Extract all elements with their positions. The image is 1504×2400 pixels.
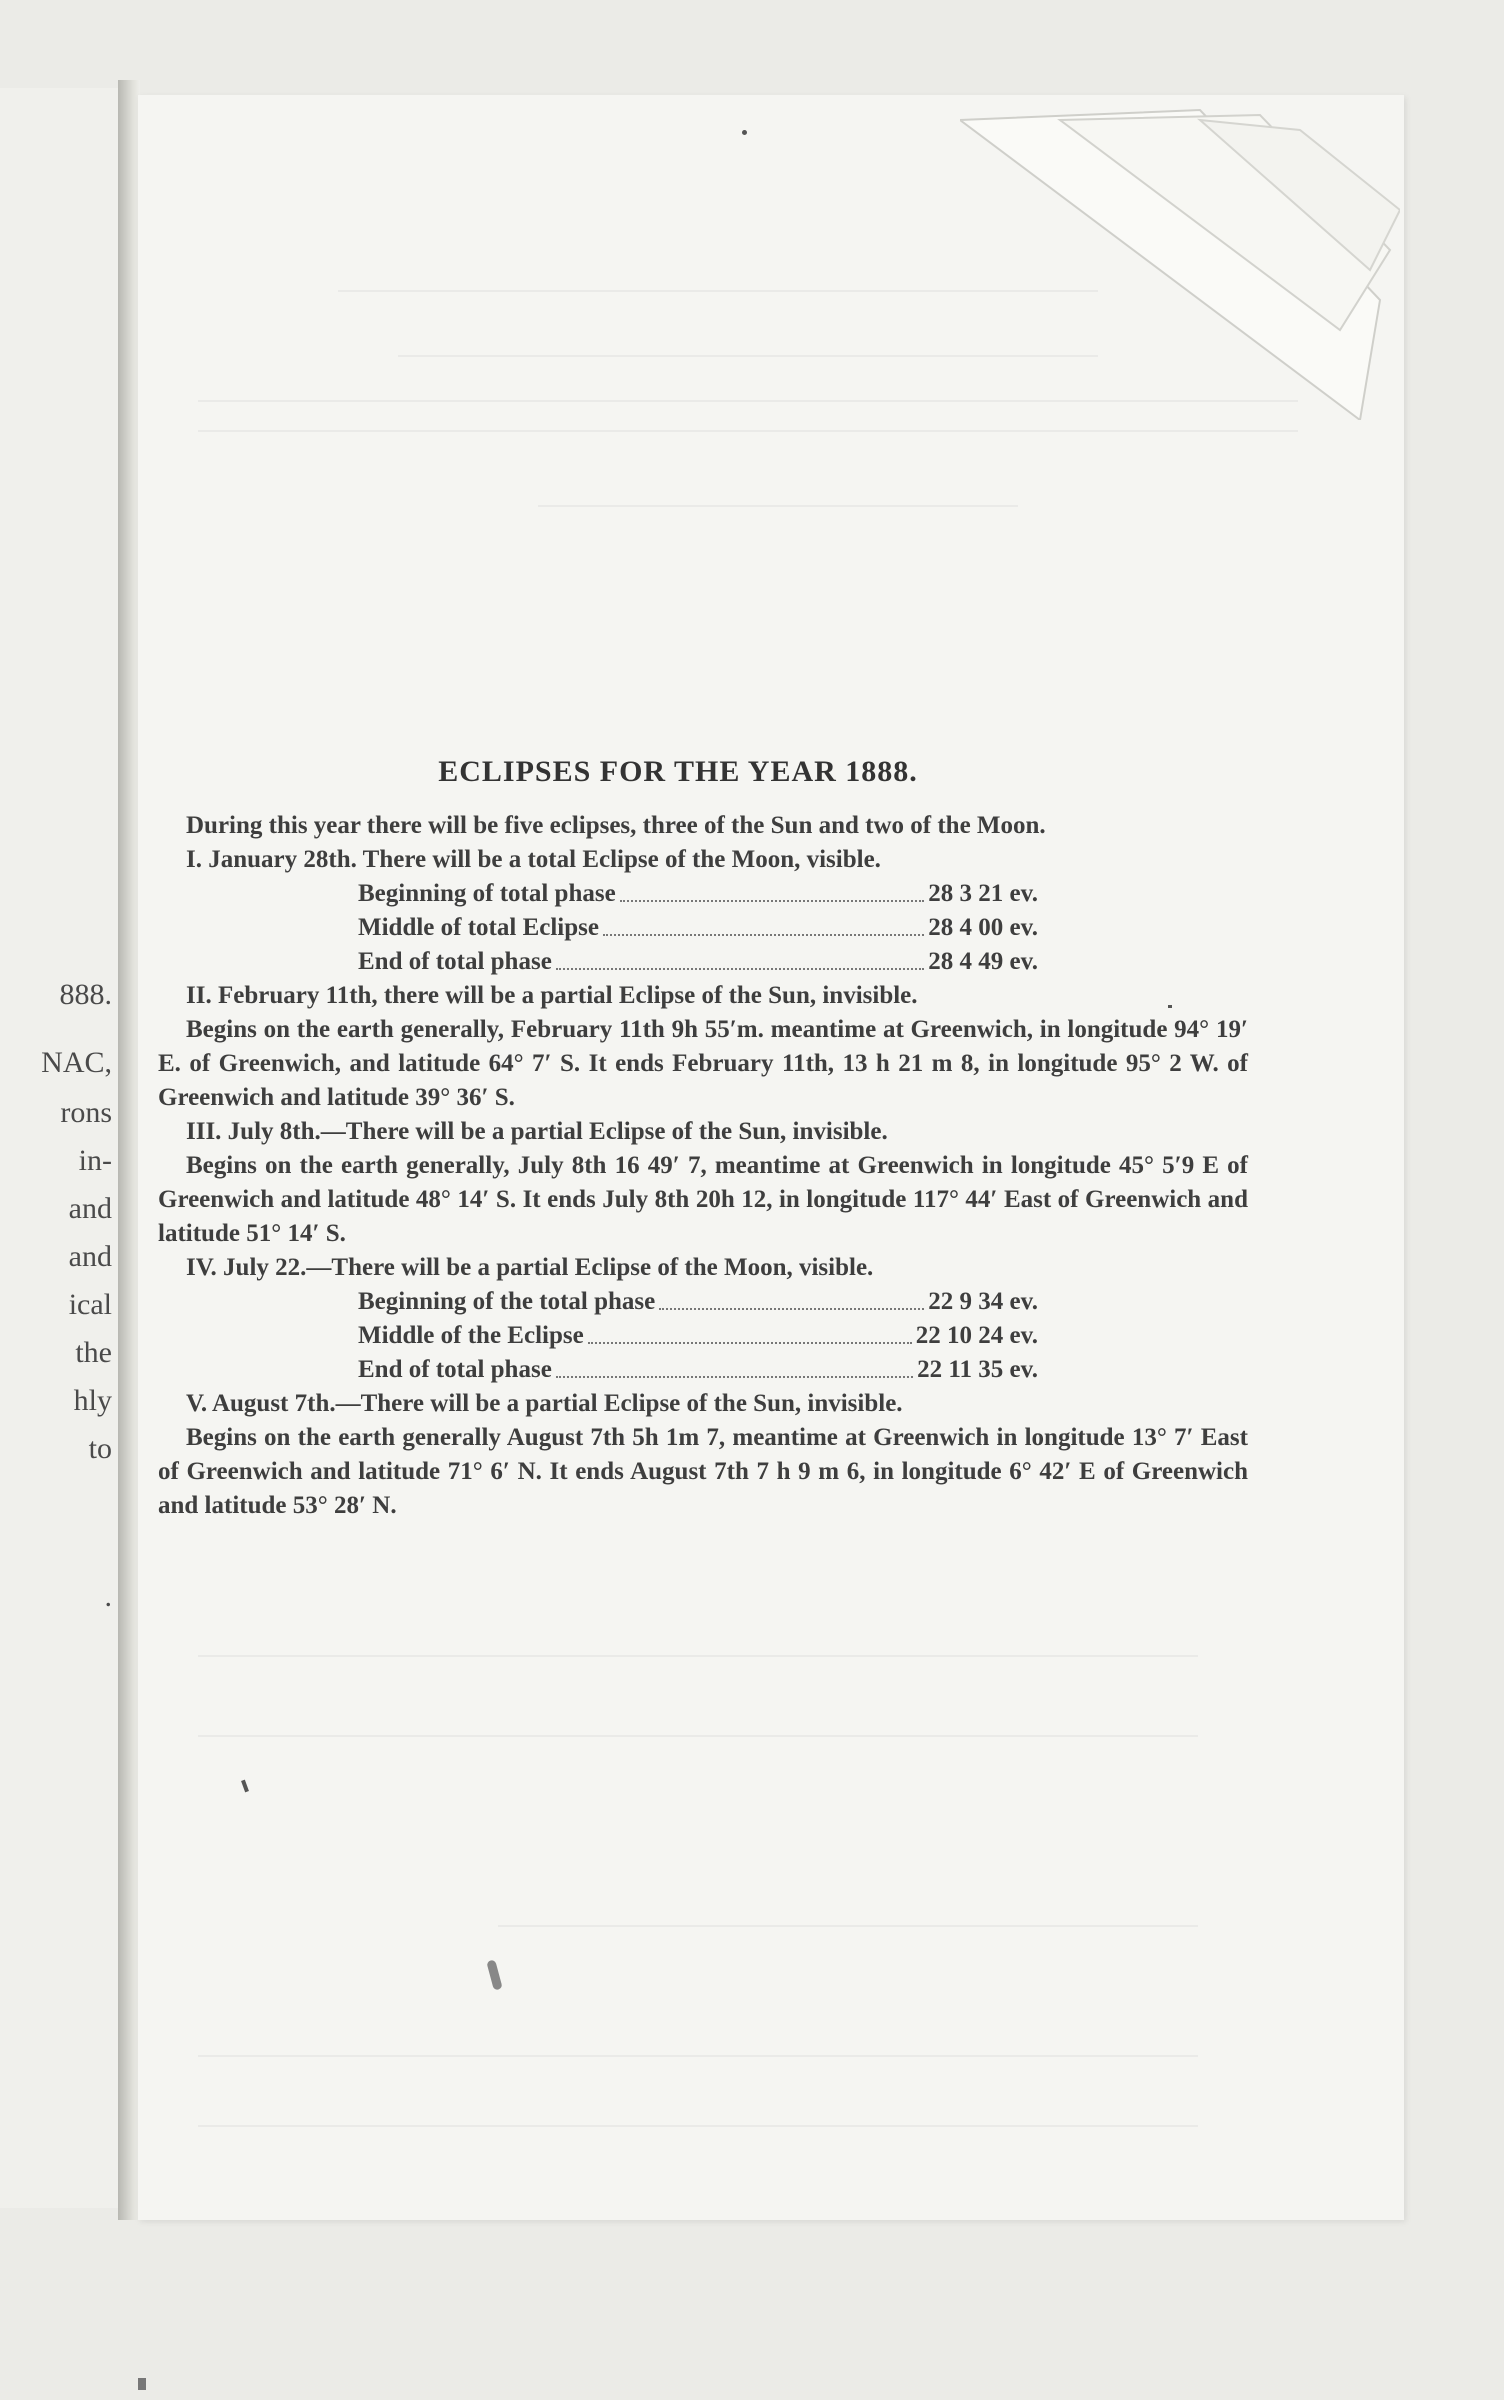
eclipse-3-heading: III. July 8th.—There will be a partial Eclipse of the Sun, invisible. [186, 1118, 888, 1145]
left-page-fragment: hly [73, 1384, 112, 1417]
phase-label: End of total phase [358, 948, 552, 975]
eclipse-5-body: Begins on the earth generally August 7th 5h 1m 7, meantime at Greenwich in longitude 13° 7′ East of Greenwich and latitude 71° 6′ N. It ends August 7th 7 h 9 m 6, in longitude 6° 42′ E of Greenwich and latitude 53° 28′ N. [158, 1424, 1248, 1519]
leader-dots [620, 877, 925, 902]
phase-label: Beginning of total phase [358, 880, 616, 907]
show-through-line [198, 1655, 1198, 1657]
leader-dots [603, 911, 924, 936]
show-through-line [198, 1735, 1198, 1737]
show-through-line [198, 2055, 1198, 2057]
intro-paragraph: During this year there will be five eclipses, three of the Sun and two of the Moon. [186, 812, 1046, 839]
left-page-fragment: to [88, 1432, 112, 1465]
phase-label: Beginning of the total phase [358, 1288, 656, 1315]
eclipse-2-body: Begins on the earth generally, February 11th 9h 55′m. meantime at Greenwich, in longitude 94° 19′ E. of Greenwich, and latitude 64° 7′ S. It ends February 11th, 13 h 21 m 8, in longitude 95° 2 W. of Greenwich and latitude 39° 36′ S. [158, 1016, 1248, 1111]
scan-speck [1168, 1005, 1172, 1008]
eclipse-1-phase-row [358, 945, 1038, 979]
eclipse-4-phase-row [358, 1285, 1038, 1319]
left-page-edge [0, 88, 120, 2208]
left-page-fragment: and [68, 1240, 112, 1273]
leader-dots [588, 1319, 912, 1344]
eclipse-1-heading: I. January 28th. There will be a total Eclipse of the Moon, visible. [186, 846, 881, 873]
phase-time: 28 4 00 ev. [928, 914, 1038, 941]
left-page-fragment: ical [68, 1288, 112, 1321]
scan-speck [742, 130, 747, 135]
show-through-line [198, 430, 1298, 432]
eclipse-5-heading: V. August 7th.—There will be a partial Eclipse of the Sun, invisible. [186, 1390, 903, 1417]
left-page-fragment: NAC, [41, 1046, 112, 1079]
eclipse-4-phase-row [358, 1353, 1038, 1387]
show-through-line [498, 1925, 1198, 1927]
leader-dots [556, 1353, 913, 1378]
left-page-fragment: rons [60, 1096, 112, 1129]
eclipse-1-phase-row [358, 877, 1038, 911]
book-gutter [118, 80, 140, 2220]
eclipse-4-phase-row [358, 1319, 1038, 1353]
left-page-fragment: 888. [59, 978, 112, 1011]
page-title: ECLIPSES FOR THE YEAR 1888. [438, 755, 918, 788]
leader-dots [556, 945, 924, 970]
eclipse-3-body: Begins on the earth generally, July 8th 16 49′ 7, meantime at Greenwich in longitude 45° 5′9 E of Greenwich and latitude 48° 14′ S. It ends July 8th 20h 12, in longitude 117° 44′ East of Greenwich and latitude 51° 14′ S. [158, 1152, 1248, 1247]
eclipse-2-heading: II. February 11th, there will be a partial Eclipse of the Sun, invisible. [186, 982, 918, 1009]
eclipses-article [158, 755, 1248, 1523]
phase-label: End of total phase [358, 1356, 552, 1383]
phase-time: 22 9 34 ev. [928, 1288, 1038, 1315]
phase-label: Middle of the Eclipse [358, 1322, 584, 1349]
phase-time: 22 10 24 ev. [915, 1322, 1038, 1349]
left-page-fragment: . [104, 1580, 112, 1613]
left-page-fragment: in- [78, 1144, 112, 1177]
show-through-line [538, 505, 1018, 507]
phase-time: 22 11 35 ev. [917, 1356, 1038, 1383]
folded-corner-flaps [960, 100, 1400, 420]
leader-dots [659, 1285, 924, 1310]
show-through-line [198, 2125, 1198, 2127]
scan-speck [138, 2378, 146, 2390]
left-page-fragment: the [75, 1336, 112, 1369]
eclipse-4-heading: IV. July 22.—There will be a partial Eclipse of the Moon, visible. [186, 1254, 874, 1281]
phase-label: Middle of total Eclipse [358, 914, 599, 941]
left-page-fragment: and [68, 1192, 112, 1225]
phase-time: 28 4 49 ev. [928, 948, 1038, 975]
phase-time: 28 3 21 ev. [928, 880, 1038, 907]
eclipse-1-phase-row [358, 911, 1038, 945]
